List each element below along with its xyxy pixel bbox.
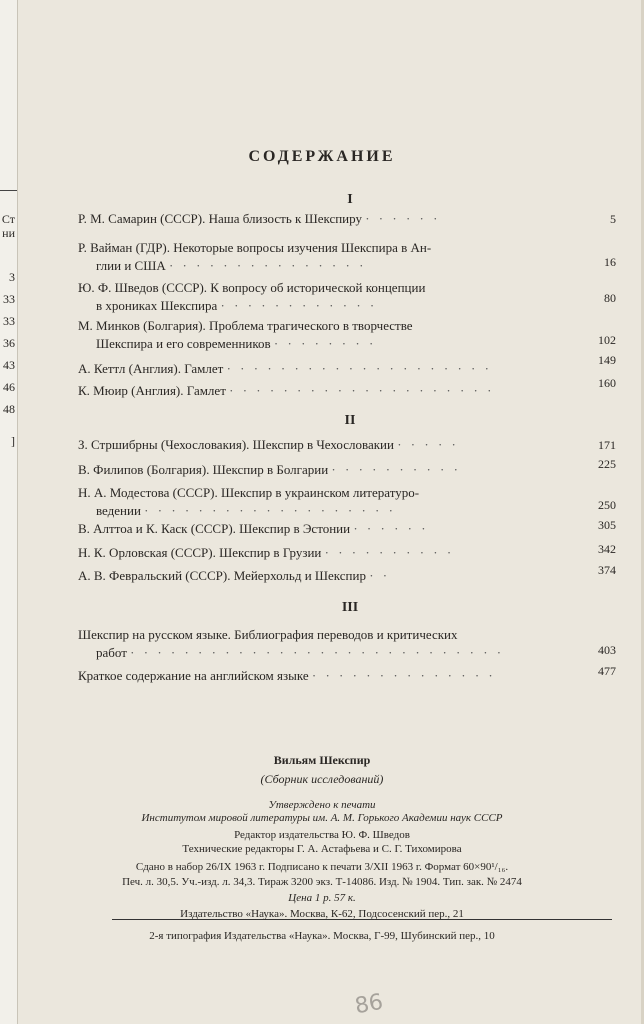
left-margin-number: 33 — [3, 292, 15, 306]
toc-entry-line: Шекспира и его современников · · · · · · · · — [96, 336, 377, 351]
toc-page-number: 149 — [598, 353, 616, 367]
toc-page-number: 16 — [604, 255, 616, 269]
toc-entry — [78, 353, 616, 378]
left-margin-number: 43 — [3, 358, 15, 372]
section-numeral-2: II — [344, 413, 356, 428]
toc-page-number: 374 — [598, 563, 616, 577]
toc-entry-line: М. Минков (Болгария). Проблема трагического в творчестве — [78, 318, 413, 333]
imprint-institute: Институтом мировой литературы им. А. М. Горького Академии наук СССР — [141, 812, 503, 824]
imprint-printer: 2-я типография Издательства «Наука». Москва, Г-99, Шубинский пер., 10 — [149, 930, 495, 942]
toc-page-number: 102 — [598, 333, 616, 347]
toc-page-number: 342 — [598, 542, 616, 556]
imprint-subtitle: (Сборник исследований) — [260, 772, 384, 786]
toc-entry — [78, 376, 616, 400]
toc-page-number: 477 — [598, 664, 616, 678]
imprint-book-title: Вильям Шекспир — [273, 753, 371, 767]
toc-page-number: 160 — [598, 376, 616, 390]
toc-page-number: 250 — [598, 498, 616, 512]
toc-entry-line: В. Филипов (Болгария). Шекспир в Болгарии · · · · · · · · · · — [78, 462, 461, 477]
toc-page-number: 305 — [598, 518, 616, 532]
toc-entry — [78, 563, 616, 585]
imprint-print-line-1: Сдано в набор 26/IX 1963 г. Подписано к печати 3/XII 1963 г. Формат 60×90¹/₁₆. — [135, 861, 509, 873]
imprint-print-line-2: Печ. л. 30,5. Уч.-изд. л. 34,3. Тираж 3200 экз. Т-14086. Изд. № 1904. Тип. зак. № 2474 — [122, 876, 522, 888]
toc-entry-line: глии и США · · · · · · · · · · · · · · · — [96, 258, 367, 273]
toc-entry-line: Краткое содержание на английском языке · · · · · · · · · · · · · · — [78, 668, 496, 683]
toc-entry — [78, 520, 616, 538]
imprint-divider — [112, 919, 612, 920]
toc-entry-line: Шекспир на русском языке. Библиография переводов и критических — [78, 627, 458, 642]
toc-entry-line: Р. М. Самарин (СССР). Наша близость к Шекспиру · · · · · · — [78, 211, 441, 226]
toc-entry — [78, 279, 616, 315]
left-margin-bracket: ] — [11, 434, 15, 448]
left-margin-number: 48 — [3, 402, 15, 416]
toc-entry-line: в хрониках Шекспира · · · · · · · · · · · · — [96, 298, 378, 313]
toc-entry-line: Р. Вайман (ГДР). Некоторые вопросы изучения Шекспира в Ан- — [78, 240, 432, 255]
toc-entry — [78, 457, 616, 479]
toc-page-number: 80 — [604, 291, 616, 305]
toc-entry-line: А. В. Февральский (СССР). Мейерхольд и Шекспир · · — [78, 568, 391, 583]
section-numeral-3: III — [341, 600, 359, 615]
toc-page-number: 5 — [610, 212, 616, 226]
toc-entry-line: Н. К. Орловская (СССР). Шекспир в Грузии · · · · · · · · · · — [78, 545, 455, 560]
toc-entry — [78, 664, 616, 685]
toc-entry — [78, 544, 616, 562]
imprint-tech-editors: Технические редакторы Г. А. Астафьева и С. Г. Тихомирова — [182, 843, 462, 855]
toc-entry — [78, 626, 616, 662]
toc-entry-line: Ю. Ф. Шведов (СССР). К вопросу об исторической концепции — [78, 280, 426, 295]
toc-entry-line: В. Алттоа и К. Каск (СССР). Шекспир в Эстонии · · · · · · — [78, 521, 429, 536]
left-margin-number: 3 — [9, 270, 15, 284]
imprint-approved: Утверждено к печати — [268, 799, 376, 811]
toc-entry — [78, 317, 616, 353]
page-title: СОДЕРЖАНИЕ — [248, 148, 396, 165]
left-margin-number: 36 — [3, 336, 15, 350]
left-margin-rule — [0, 190, 17, 191]
left-margin-header-b: ни — [2, 226, 15, 240]
toc-entry-line: З. Стршибрны (Чехословакия). Шекспир в Чехословакии · · · · · — [78, 437, 459, 452]
toc-entry-line: А. Кеттл (Англия). Гамлет · · · · · · · · · · · · · · · · · · · · — [78, 361, 492, 376]
toc-entry-line: работ · · · · · · · · · · · · · · · · · · · · · · · · · · · · — [96, 645, 505, 660]
imprint-price: Цена 1 р. 57 к. — [288, 892, 356, 904]
left-margin-number: 46 — [3, 380, 15, 394]
toc-page-number: 403 — [598, 643, 616, 657]
toc-entry — [78, 436, 616, 454]
left-margin-header-a: Ст — [1, 212, 15, 226]
toc-entry — [78, 210, 616, 228]
pencil-mark: 86 — [353, 989, 385, 1020]
toc-page-number: 225 — [598, 457, 616, 471]
toc-entry-line: Н. А. Модестова (СССР). Шекспир в украинском литературо- — [78, 485, 420, 500]
toc-entry — [78, 239, 616, 275]
toc-entry-line: К. Мюир (Англия). Гамлет · · · · · · · · · · · · · · · · · · · · — [78, 383, 495, 398]
imprint-editor: Редактор издательства Ю. Ф. Шведов — [234, 829, 410, 841]
toc-entry-line: ведении · · · · · · · · · · · · · · · · · · · — [96, 503, 396, 518]
imprint-publisher: Издательство «Наука». Москва, К-62, Подсосенский пер., 21 — [180, 908, 464, 920]
section-numeral-1: I — [347, 192, 353, 207]
toc-page-number: 171 — [598, 438, 616, 452]
left-margin-number: 33 — [3, 314, 15, 328]
toc-entry — [78, 484, 616, 520]
